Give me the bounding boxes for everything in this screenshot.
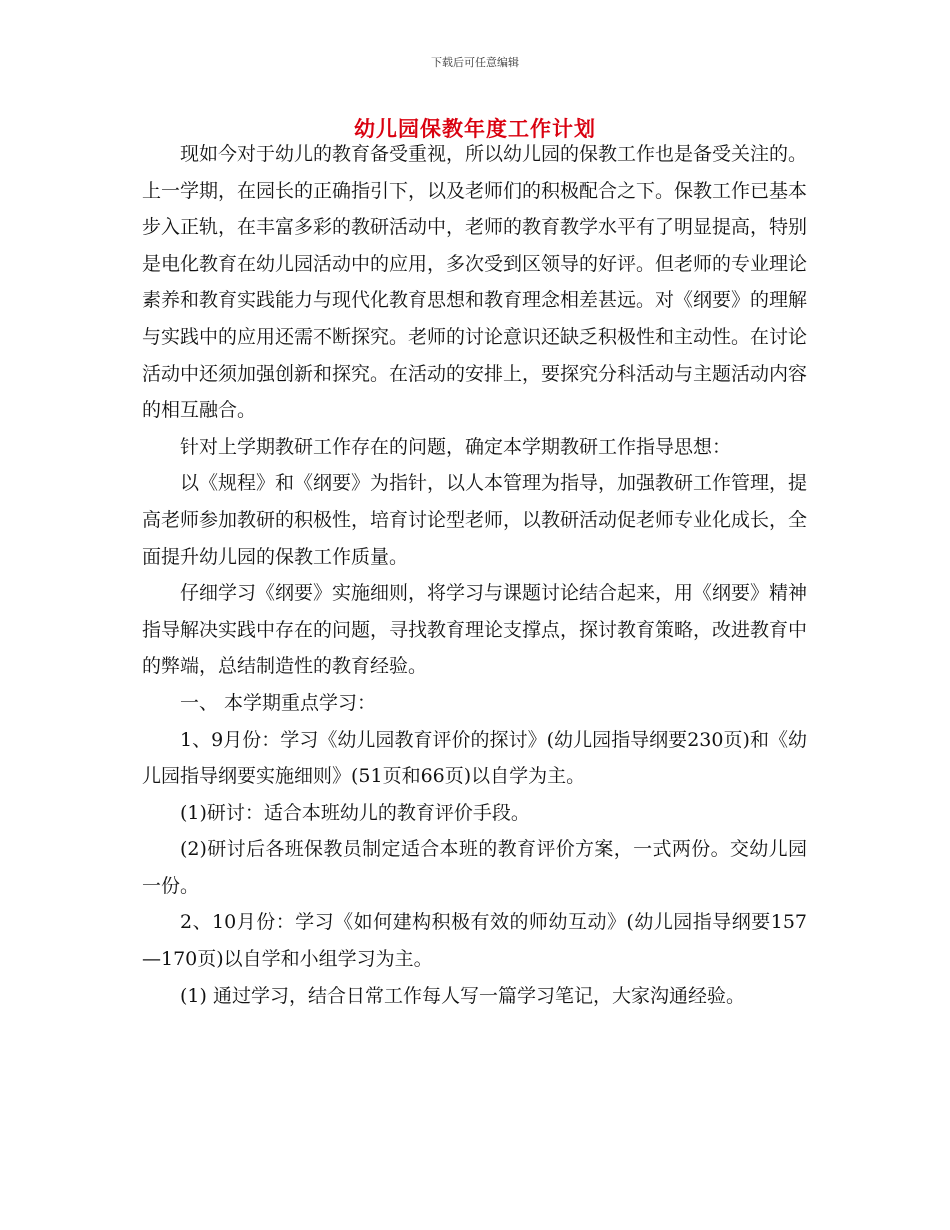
paragraph-october: 2、10月份：学习《如何建构积极有效的师幼互动》(幼儿园指导纲要157—170页)以自学和小组学习为主。 bbox=[142, 911, 807, 971]
paragraph-problem-statement: 针对上学期教研工作存在的问题，确定本学期教研工作指导思想： bbox=[180, 435, 732, 458]
paragraph-october-item-1: (1) 通过学习，结合日常工作每人写一篇学习笔记，大家沟通经验。 bbox=[180, 984, 745, 1007]
paragraph-intro: 现如今对于幼儿的教育备受重视，所以幼儿园的保教工作也是备受关注的。上一学期，在园长的正确指引下，以及老师们的积极配合之下。保教工作已基本步入正轨，在丰富多彩的教研活动中，老师的教育教学水平有了明显提高，特别是电化教育在幼儿园活动中的应用，多次受到区领导的好评。但老师的专业理论素养和教育实践能力与现代化教育思想和教育理念相差甚远。对《纲要》的理解与实践中的应用还需不断探究。老师的讨论意识还缺乏积极性和主动性。在讨论活动中还须加强创新和探究。在活动的安排上，要探究分科活动与主题活动内容的相互融合。 bbox=[142, 143, 808, 422]
paragraph-september-item-2: (2)研讨后各班保教员制定适合本班的教育评价方案，一式两份。交幼儿园一份。 bbox=[142, 838, 807, 897]
paragraph-september: 1、9月份：学习《幼儿园教育评价的探讨》(幼儿园指导纲要230页)和《幼儿园指导纲要实施细则》(51页和66页)以自学为主。 bbox=[142, 728, 807, 788]
paragraph-september-item-1: (1)研讨：适合本班幼儿的教育评价手段。 bbox=[180, 801, 530, 824]
document-title: 幼儿园保教年度工作计划 bbox=[354, 117, 596, 141]
paragraph-guiding-idea: 以《规程》和《纲要》为指针，以人本管理为指导，加强教研工作管理，提高老师参加教研的积极性，培育讨论型老师，以教研活动促老师专业化成长，全面提升幼儿园的保教工作质量。 bbox=[142, 472, 808, 568]
paragraph-study-plan: 仔细学习《纲要》实施细则，将学习与课题讨论结合起来，用《纲要》精神指导解决实践中存在的问题，寻找教育理论支撑点，探讨教育策略，改进教育中的弊端，总结制造性的教育经验。 bbox=[142, 582, 808, 678]
header-note: 下载后可任意编辑 bbox=[431, 56, 519, 69]
document-body bbox=[142, 136, 807, 1014]
section-heading-key-study: 一、 本学期重点学习： bbox=[180, 691, 377, 714]
